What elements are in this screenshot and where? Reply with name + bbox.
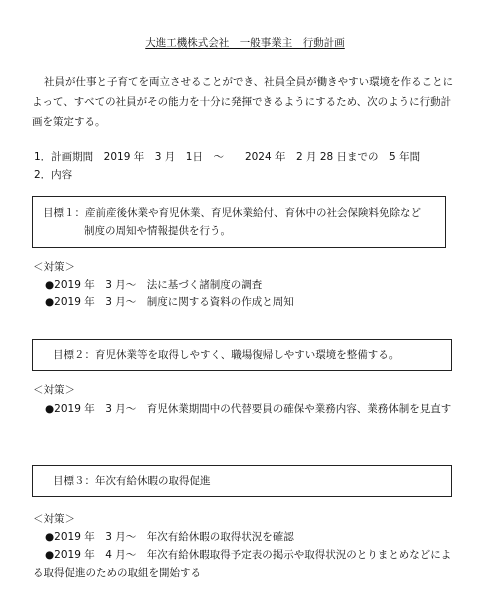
goal-3-measures-heading: ＜対策＞ [33,513,75,525]
document-title: 大進工機株式会社 一般事業主 行動計画 [145,37,345,49]
goal-1-measure-1: ●2019 年 3 月～ 法に基づく諸制度の調査 [45,279,263,291]
goal-1-measure-2: ●2019 年 3 月～ 制度に関する資料の作成と周知 [45,296,294,308]
goal-2-box [32,339,452,371]
goal-3-measure-2: ●2019 年 4 月～ 年次有給休暇取得予定表の掲示や取得状況のとりまとめなどによ [45,549,452,561]
goal-1-box [32,196,446,248]
goal-3-box [32,465,452,497]
content-heading: 2．内容 [34,169,73,181]
plan-period: 1．計画期間 2019 年 3 月 1日 ～ 2024 年 2 月 28 日までの 5 年間 [34,151,421,163]
goal-3-measure-1: ●2019 年 3 月～ 年次有給休暇の取得状況を確認 [45,531,294,543]
intro-line-1: 社員が仕事と子育てを両立させることができ、社員全員が働きやすい環境を作ることに [44,76,454,88]
goal-1-label: 目標１：産前産後休業や育児休業、育児休業給付、育休中の社会保険料免除など [43,207,421,219]
goal-2-measure-1: ●2019 年 3 月～ 育児休業期間中の代替要員の確保や業務内容、業務体制を見直す [45,403,452,415]
goal-1-measures-heading: ＜対策＞ [33,261,75,273]
intro-line-2: よって、すべての社員がその能力を十分に発揮できるようにするため、次のように行動計 [32,96,452,108]
goal-3-label: 目標３：年次有給休暇の取得促進 [53,475,211,487]
intro-line-3: 画を策定する。 [32,116,106,128]
goal-2-measures-heading: ＜対策＞ [33,384,75,396]
goal-3-measure-2-cont: る取得促進のための取組を開始する [33,567,201,579]
goal-2-label: 目標２：育児休業等を取得しやすく、職場復帰しやすい環境を整備する。 [53,349,400,361]
goal-1-label-cont: 制度の周知や情報提供を行う。 [84,225,231,237]
